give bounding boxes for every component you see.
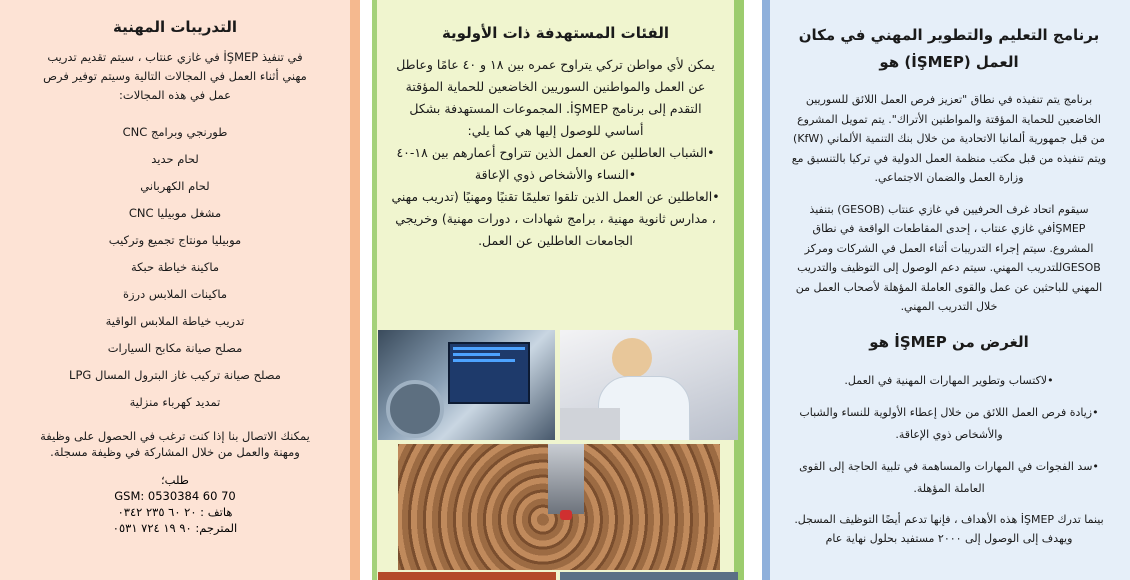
- list-item: موبيليا مونتاج تجميع وتركيب: [108, 233, 242, 247]
- sewing-worker-photo: [560, 330, 738, 440]
- list-item: •سد الفجوات في المهارات والمساهمة في تلبية الحاجة إلى القوى العاملة المؤهلة.: [799, 459, 1099, 495]
- contact-block: [40, 472, 310, 536]
- list-item: مصلح صيانة تركيب غاز البترول المسال LPG: [69, 368, 281, 382]
- target-groups-title: الفئات المستهدفة ذات الأولوية: [441, 24, 670, 42]
- list-item: لحام الكهرباني: [140, 179, 210, 193]
- program-description: برنامج يتم تنفيذه في نطاق "تعزيز فرص العمل اللائق للسوريين الخاضعين للحماية المؤقتة والمواطنين الأتراك". يتم تمويل المشروع من قبل جمهورية ألمانيا الاتحادية من خلال بنك التنمية الألماني (KfW) ويتم تنفيذه من قبل مكتب منظمة العمل الدولية في تركيا بالتنسيق مع وزارة العمل والضمان الاجتماعي.: [791, 93, 1107, 184]
- phone-number: هاتف : ٢٠ ٦٠ ٢٣٥ ٠٣٤٢: [117, 505, 233, 519]
- list-item: تدريب خياطة الملابس الواقية: [105, 314, 245, 328]
- photo-partial-2: [560, 572, 738, 580]
- list-item: •زيادة فرص العمل اللائق من خلال إعطاء الأولوية للنساء والشباب والأشخاص ذوي الإعاقة.: [799, 405, 1099, 441]
- trainings-title: التدريبات المهنية: [113, 18, 237, 36]
- wood-carving-photo: [398, 444, 720, 570]
- list-item: •العاطلين عن العمل الذين تلقوا تعليمًا تقنيًا ومهنيًا (تدريب مهني ، مدارس ثانوية مهنية ، برامج شهادات ، دورات مهنية) وخريجي الجامعات العاطلين عن العمل.: [391, 189, 720, 248]
- cnc-machine-photo: [378, 330, 555, 440]
- cnc-screen: [448, 342, 530, 404]
- list-item: مصلح صيانة مكابح السيارات: [107, 341, 243, 355]
- gesob-description: سيقوم اتحاد غرف الحرفيين في غازي عنتاب (GESOB) بتنفيذ İŞMEPفي غازي عنتاب ، إحدى المقاطعات الواقعة في نطاق المشروع. سيتم إجراء التدريبات أثناء العمل في الشركات ومركز GESOBللتدريب المهني. سيتم دعم الوصول إلى التوظيف والتدريب المهني للباحثين عن عمل والقوى العاملة المؤهلة لأصحاب العمل من خلال التدريب المهني.: [795, 202, 1103, 313]
- panel-vocational-trainings: [0, 0, 360, 580]
- request-label: طلب؛: [161, 473, 189, 487]
- trainings-intro: في تنفيذ İŞMEP في غازي عنتاب ، سيتم تقديم تدريب مهني أثناء العمل في المجالات التالية وسيتم توفير فرص عمل في هذه المجالات:: [43, 50, 307, 102]
- contact-note: يمكنك الاتصال بنا إذا كنت ترغب في الحصول على وظيفة ومهنة والعمل من خلال المشاركة في وظيفة مسجلة.: [40, 429, 310, 459]
- list-item: •النساء والأشخاص ذوي الإعاقة: [474, 167, 637, 182]
- worker-head: [612, 338, 652, 378]
- router-head: [548, 444, 584, 514]
- gsm-number: GSM: 0530384 60 70: [114, 489, 236, 503]
- closing-text: بينما تدرك İŞMEP هذه الأهداف ، فإنها تدعم أيضًا التوظيف المسجل. ويهدف إلى الوصول إلى ٢٠٠٠ مستفيد بحلول نهاية عام: [794, 512, 1104, 545]
- list-item: لحام حديد: [151, 152, 199, 166]
- sewing-machine: [560, 408, 620, 440]
- list-item: مشغل موبيليا CNC: [128, 206, 222, 220]
- translator-number: المترجم: ٩٠ ١٩ ٧٢٤ ٠٥٣١: [112, 521, 238, 535]
- list-item: •الشباب العاطلين عن العمل الذين تتراوح أعمارهم بين ١٨-٤٠: [396, 145, 715, 160]
- list-item: طورنجي وبرامج CNC: [122, 125, 228, 139]
- target-groups-intro: يمكن لأي مواطن تركي يتراوح عمره بين ١٨ و ٤٠ عامًا وعاطل عن العمل والمواطنين السوريين الخاضعين للحماية المؤقتة التقدم إلى برنامج İŞMEP. المجموعات المستهدفة بشكل أساسي للوصول إليها هي كما يلي:: [396, 57, 715, 138]
- list-item: ماكينة خياطة حبكة: [130, 260, 220, 274]
- list-item: •لاكتساب وتطوير المهارات المهنية في العمل.: [844, 373, 1054, 387]
- training-fields-list: [40, 119, 310, 416]
- router-bit: [560, 510, 572, 520]
- cnc-spindle: [386, 380, 444, 438]
- panel-ismep-program: [762, 0, 1130, 580]
- list-item: ماكينات الملابس درزة: [122, 287, 228, 301]
- photo-partial-1: [378, 572, 556, 580]
- purpose-title: الغرض من İŞMEP هو: [869, 332, 1029, 351]
- list-item: تمديد كهرباء منزلية: [129, 395, 221, 409]
- program-title: برنامج التعليم والتطوير المهني في مكان العمل (İŞMEP) هو: [798, 26, 1100, 71]
